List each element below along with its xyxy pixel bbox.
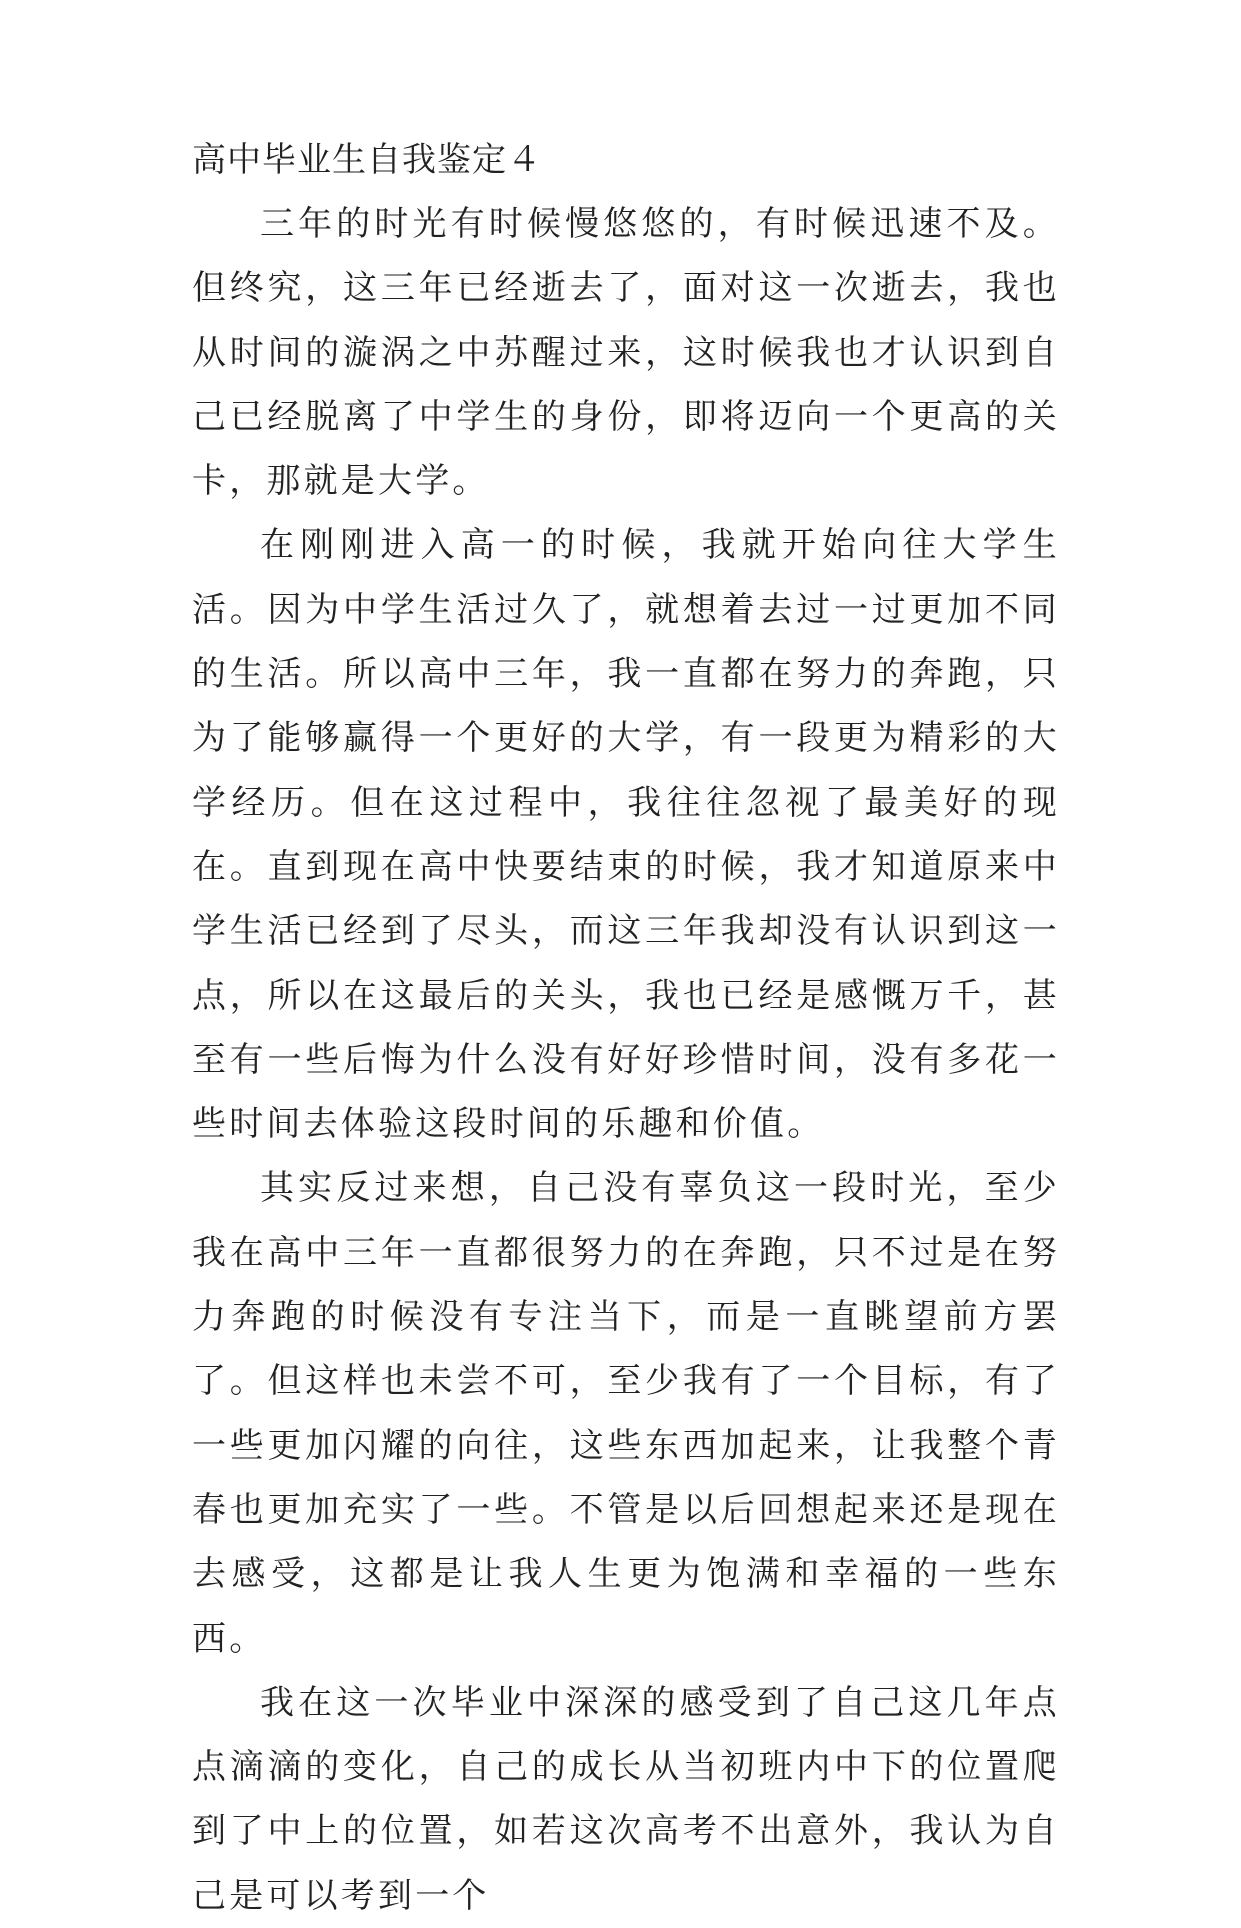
paragraph-3: 其实反过来想，自己没有辜负这一段时光，至少我在高中三年一直都很努力的在奔跑，只不过是在努力奔跑的时候没有专注当下，而是一直眺望前方罢了。但这样也未尝不可，至少我有了一个目标，有了一些更加闪耀的向往，这些东西加起来，让我整个青春也更加充实了一些。不管是以后回想起来还是现在去感受，这都是让我人生更为饱满和幸福的一些东西。 [192, 1168, 1060, 1659]
paragraph-4: 我在这一次毕业中深深的感受到了自己这几年点点滴滴的变化，自己的成长从当初班内中下的位置爬到了中上的位置，如若这次高考不出意外，我认为自己是可以考到一个 [192, 1682, 1060, 1916]
document-title: 高中毕业生自我鉴定４ [192, 140, 542, 180]
document-body [192, 128, 1060, 1928]
paragraph-2: 在刚刚进入高一的时候，我就开始向往大学生活。因为中学生活过久了，就想着去过一过更加不同的生活。所以高中三年，我一直都在努力的奔跑，只为了能够赢得一个更好的大学，有一段更为精彩的大学经历。但在这过程中，我往往忽视了最美好的现在。直到现在高中快要结束的时候，我才知道原来中学生活已经到了尽头，而这三年我却没有认识到这一点，所以在这最后的关头，我也已经是感慨万千，甚至有一些后悔为什么没有好好珍惜时间，没有多花一些时间去体验这段时间的乐趣和价值。 [192, 525, 1060, 1145]
paragraph-1: 三年的时光有时候慢悠悠的，有时候迅速不及。但终究，这三年已经逝去了，面对这一次逝去，我也从时间的漩涡之中苏醒过来，这时候我也才认识到自己已经脱离了中学生的身份，即将迈向一个更高的关卡，那就是大学。 [192, 204, 1060, 502]
